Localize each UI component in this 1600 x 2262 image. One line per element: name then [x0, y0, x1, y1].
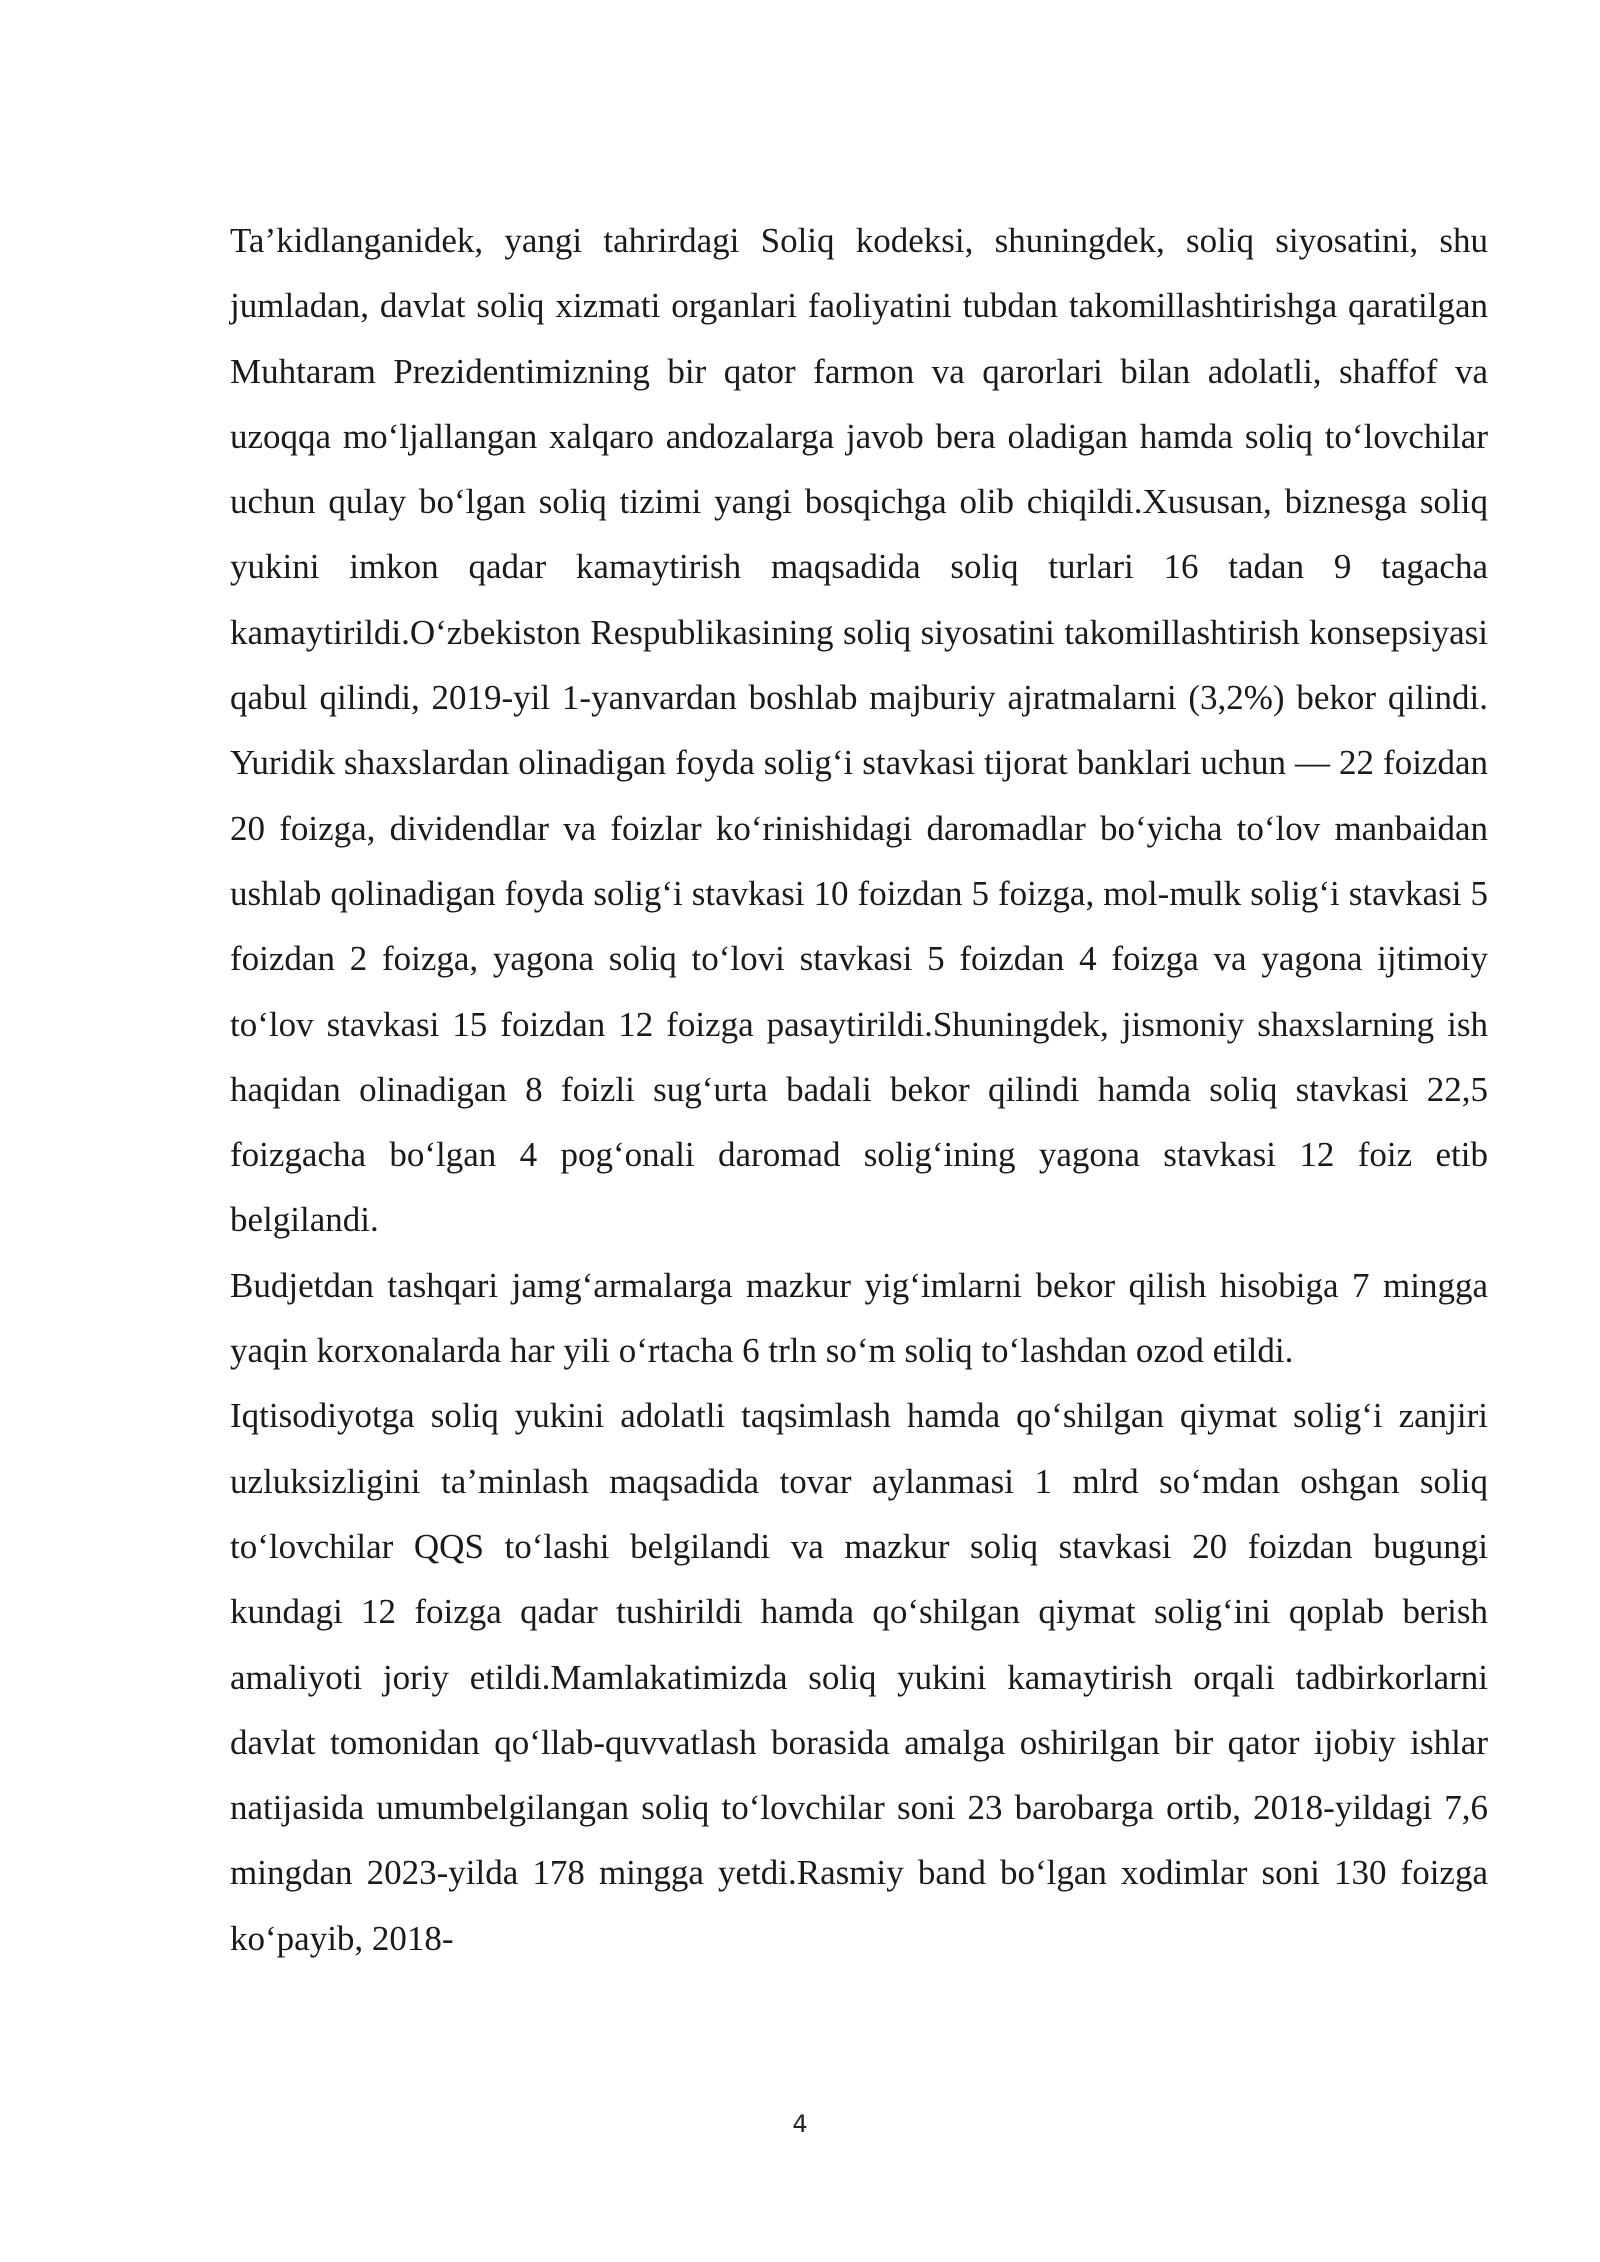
paragraph-vat-distribution: Iqtisodiyotga soliq yukini adolatli taqsimlash hamda qo‘shilgan qiymat solig‘i zanjiri uzluksizligini ta’minlash maqsadida tovar aylanmasi 1 mlrd so‘mdan oshgan soliq to‘lovchilar QQS to‘lashi belgilandi va mazkur soliq stavkasi 20 foizdan bugungi kundagi 12 foizga qadar tushirildi hamda qo‘shilgan qiymat solig‘ini qoplab berish amaliyoti joriy etildi.Mamlakatimizda soliq yukini kamaytirish orqali tadbirkorlarni davlat tomonidan qo‘llab-quvvatlash borasida amalga oshirilgan bir qator ijobiy ishlar natijasida umumbelgilangan soliq to‘lovchilar soni 23 barobarga ortib, 2018-yildagi 7,6 mingdan 2023-yilda 178 mingga yetdi.Rasmiy band bo‘lgan xodimlar soni 130 foizga ko‘payib, 2018- — [230, 1396, 1488, 1958]
paragraph-tax-code-reforms: Ta’kidlanganidek, yangi tahrirdagi Soliq kodeksi, shuningdek, soliq siyosatini, shu jumladan, davlat soliq xizmati organlari faoliyatini tubdan takomillashtirishga qaratilgan Muhtaram Prezidentimizning bir qator farmon va qarorlari bilan adolatli, shaffof va uzoqqa mo‘ljallangan xalqaro andozalarga javob bera oladigan hamda soliq to‘lovchilar uchun qulay bo‘lgan soliq tizimi yangi bosqichga olib chiqildi.Xususan, biznesga soliq yukini imkon qadar kamaytirish maqsadida soliq turlari 16 tadan 9 tagacha kamaytirildi.O‘zbekiston Respublikasining soliq siyosatini takomillashtirish konsepsiyasi qabul qilindi, 2019-yil 1-yanvardan boshlab majburiy ajratmalarni (3,2%) bekor qilindi. Yuridik shaxslardan olinadigan foyda solig‘i stavkasi tijorat banklari uchun — 22 foizdan 20 foizga, dividendlar va foizlar ko‘rinishidagi daromadlar bo‘yicha to‘lov manbaidan ushlab qolinadigan foyda solig‘i stavkasi 10 foizdan 5 foizga, mol-mulk solig‘i stavkasi 5 foizdan 2 foizga, yagona soliq to‘lovi stavkasi 5 foizdan 4 foizga va yagona ijtimoiy to‘lov stavkasi 15 foizdan 12 foizga pasaytirildi.Shuningdek, jismoniy shaxslarning ish haqidan olinadigan 8 foizli sug‘urta badali bekor qilindi hamda soliq stavkasi 22,5 foizgacha bo‘lgan 4 pog‘onali daromad solig‘ining yagona stavkasi 12 foiz etib belgilandi. — [230, 221, 1488, 1240]
document-body — [230, 208, 1488, 1971]
paragraph-extrabudgetary-funds: Budjetdan tashqari jamg‘armalarga mazkur yig‘imlarni bekor qilish hisobiga 7 mingga yaqin korxonalarda har yili o‘rtacha 6 trln so‘m soliq to‘lashdan ozod etildi. — [230, 1265, 1488, 1371]
page-number: 4 — [792, 2110, 808, 2138]
